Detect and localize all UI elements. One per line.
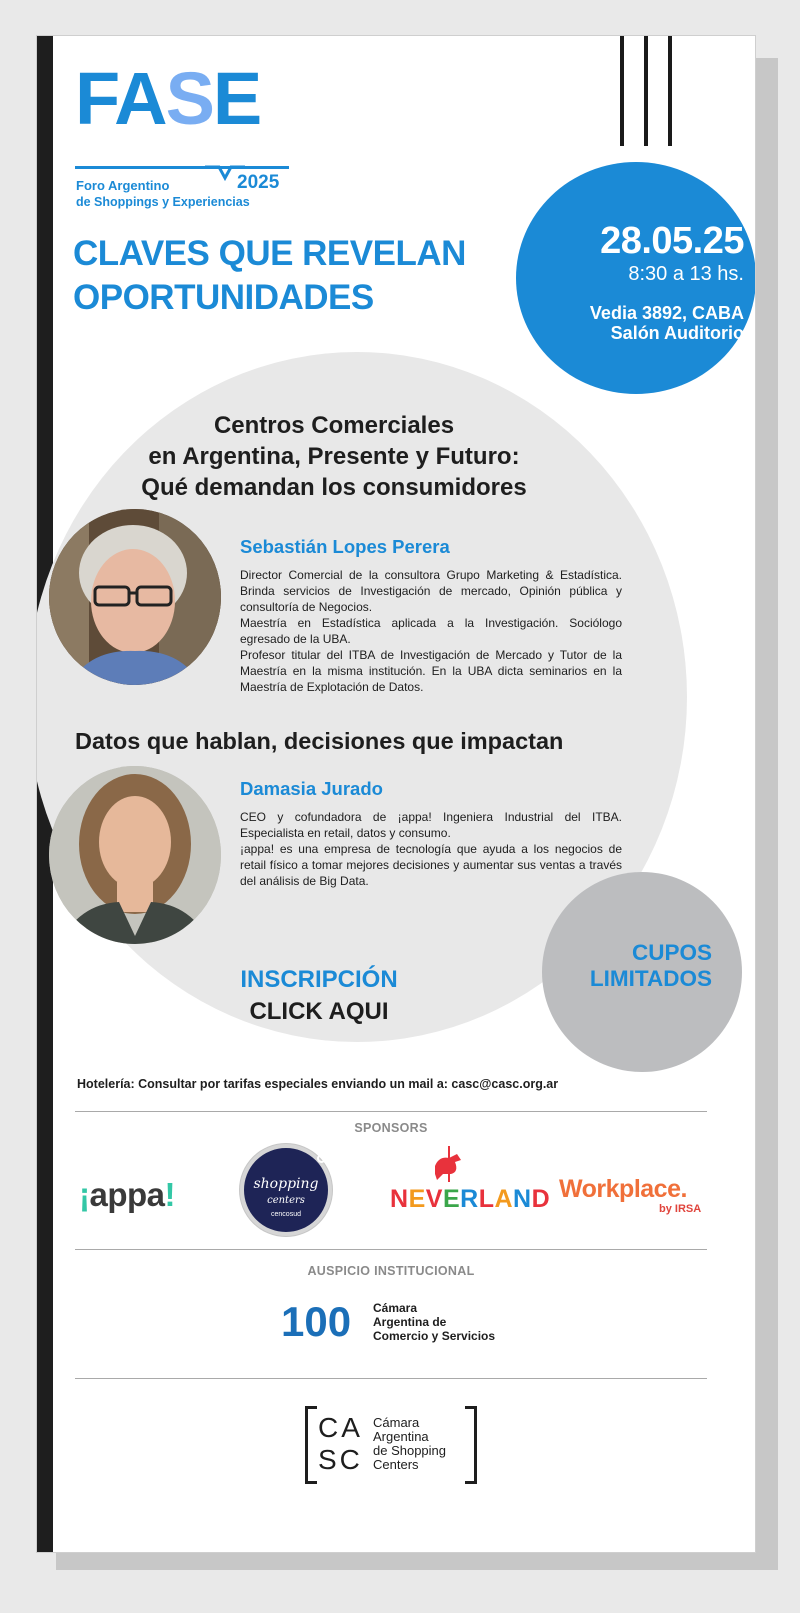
cupos-line-2: LIMITADOS: [589, 966, 712, 991]
neverland-letter: L: [478, 1185, 495, 1213]
speaker2-name: Damasia Jurado: [240, 778, 383, 799]
shopping-centers-line-1: shopping: [253, 1176, 319, 1192]
bracket-right-icon: [465, 1406, 477, 1484]
venue-line-2: Salón Auditorio: [610, 323, 744, 343]
fase-logo: [75, 57, 305, 209]
talk1-title-line-2: en Argentina, Presente y Futuro:: [148, 443, 520, 470]
speaker1-photo: [49, 509, 221, 685]
neverland-letter: V: [425, 1185, 443, 1213]
speaker1-bio-p2: Maestría en Estadística aplicada a la Investigación. Sociólogo egresado de la UBA.: [240, 616, 622, 646]
casc-line-3: de Shopping: [373, 1443, 447, 1458]
svg-text:100: 100: [281, 1298, 352, 1344]
logo-subtitle-2: de Shoppings y Experiencias: [76, 195, 250, 209]
hotel-note: Hotelería: Consultar por tarifas especiales enviando un mail a: casc@casc.org.ar: [77, 1077, 559, 1091]
cacs-line-1: Cámara: [373, 1301, 418, 1315]
casc-name: [373, 1416, 446, 1472]
shopping-centers-line-3: cencosud: [271, 1211, 301, 1218]
casc-line-1: Cámara: [373, 1415, 420, 1430]
fase-wordmark: FASE: [75, 57, 261, 140]
inscripcion-button[interactable]: [199, 964, 439, 1028]
speaker2-photo: [49, 766, 221, 944]
event-venue: [590, 303, 744, 343]
auspicio-title: AUSPICIO INSTITUCIONAL: [307, 1264, 475, 1278]
decorative-vertical-lines: [620, 36, 692, 146]
casc-line-4: Centers: [373, 1457, 419, 1472]
workplace-logo: Workplace.: [559, 1175, 687, 1203]
casc-letters-top: CA: [318, 1412, 363, 1443]
logo-underline-right: [245, 166, 289, 169]
neverland-letter: E: [408, 1185, 426, 1213]
cacs-logo: [281, 1298, 501, 1346]
logo-subtitle-1: Foro Argentino: [76, 178, 170, 193]
workplace-by-irsa: by IRSA: [659, 1203, 702, 1215]
logo-ring-icon: [317, 1154, 326, 1163]
casc-line-2: Argentina: [373, 1429, 429, 1444]
neverland-letter: N: [390, 1185, 409, 1213]
date-circle: [516, 162, 756, 394]
click-aqui-label: CLICK AQUI: [249, 998, 389, 1025]
speaker2-bio-p2: ¡appa! es una empresa de tecnología que ayuda a los negocios de retail físico a tomar mejores decisiones y aumentar sus ventas a través del análisis de Big Data.: [240, 842, 622, 888]
cacs-name: [373, 1301, 495, 1343]
carousel-horse-icon: [429, 1146, 469, 1184]
event-flyer: [36, 35, 756, 1553]
logo-year: 2025: [237, 172, 280, 193]
casc-letters-bottom: SC: [318, 1444, 363, 1475]
headline-line-1: CLAVES QUE REVELAN: [73, 234, 466, 273]
cupos-limitados-circle: [542, 872, 742, 1072]
casc-letters: [318, 1412, 363, 1476]
cacs-100-icon: [281, 1298, 367, 1344]
talk1-title-line-1: Centros Comerciales: [213, 412, 455, 439]
speaker1-name: Sebastián Lopes Perera: [240, 536, 450, 557]
shopping-centers-line-2: centers: [267, 1195, 305, 1206]
speaker2-bio-p1: CEO y cofundadora de ¡appa! Ingeniera Industrial del ITBA. Especialista en retail, datos y consumo.: [240, 810, 622, 840]
event-time: 8:30 a 13 hs.: [628, 263, 744, 285]
cupos-limitados-text: [542, 940, 712, 992]
talk1-title-line-3: Qué demandan los consumidores: [141, 474, 527, 501]
divider: [75, 1249, 707, 1250]
neverland-letter: R: [460, 1185, 479, 1213]
appa-logo: ¡appa!: [79, 1176, 176, 1213]
cacs-line-2: Argentina de: [373, 1315, 447, 1329]
speaker1-bio-p3: Profesor titular del ITBA de Investigación de Mercado y Tutor de la Maestría en la misma institución. En la UBA dicta seminarios en la Maestría de Explotación de Datos.: [240, 648, 622, 694]
venue-line-1: Vedia 3892, CABA: [589, 303, 744, 323]
inscripcion-label: INSCRIPCIÓN: [240, 966, 398, 993]
divider: [75, 1111, 707, 1112]
talk1-title: [99, 410, 569, 503]
casc-logo: [305, 1406, 481, 1484]
neverland-logo: [390, 1185, 550, 1214]
neverland-letter: N: [513, 1185, 532, 1213]
talk2-title: Datos que hablan, decisiones que impactan: [75, 728, 564, 754]
speaker1-bio: [240, 567, 622, 695]
speaker2-bio: [240, 809, 622, 889]
bracket-left-icon: [305, 1406, 317, 1484]
neverland-letter: D: [531, 1185, 551, 1213]
sponsors-title: SPONSORS: [354, 1121, 428, 1135]
cacs-line-3: Comercio y Servicios: [373, 1329, 496, 1343]
event-date: 28.05.25: [600, 220, 744, 262]
headline-line-2: OPORTUNIDADES: [73, 278, 374, 317]
shopping-centers-logo: [240, 1144, 332, 1236]
divider: [75, 1378, 707, 1379]
neverland-letter: A: [494, 1185, 514, 1213]
headline: [73, 232, 533, 320]
speaker1-bio-p1: Director Comercial de la consultora Grupo Marketing & Estadística. Brinda servicios de Investigación de mercado, Opinión pública y consultoría de Negocios.: [240, 568, 622, 614]
cupos-line-1: CUPOS: [631, 940, 712, 965]
neverland-letter: E: [442, 1185, 461, 1213]
